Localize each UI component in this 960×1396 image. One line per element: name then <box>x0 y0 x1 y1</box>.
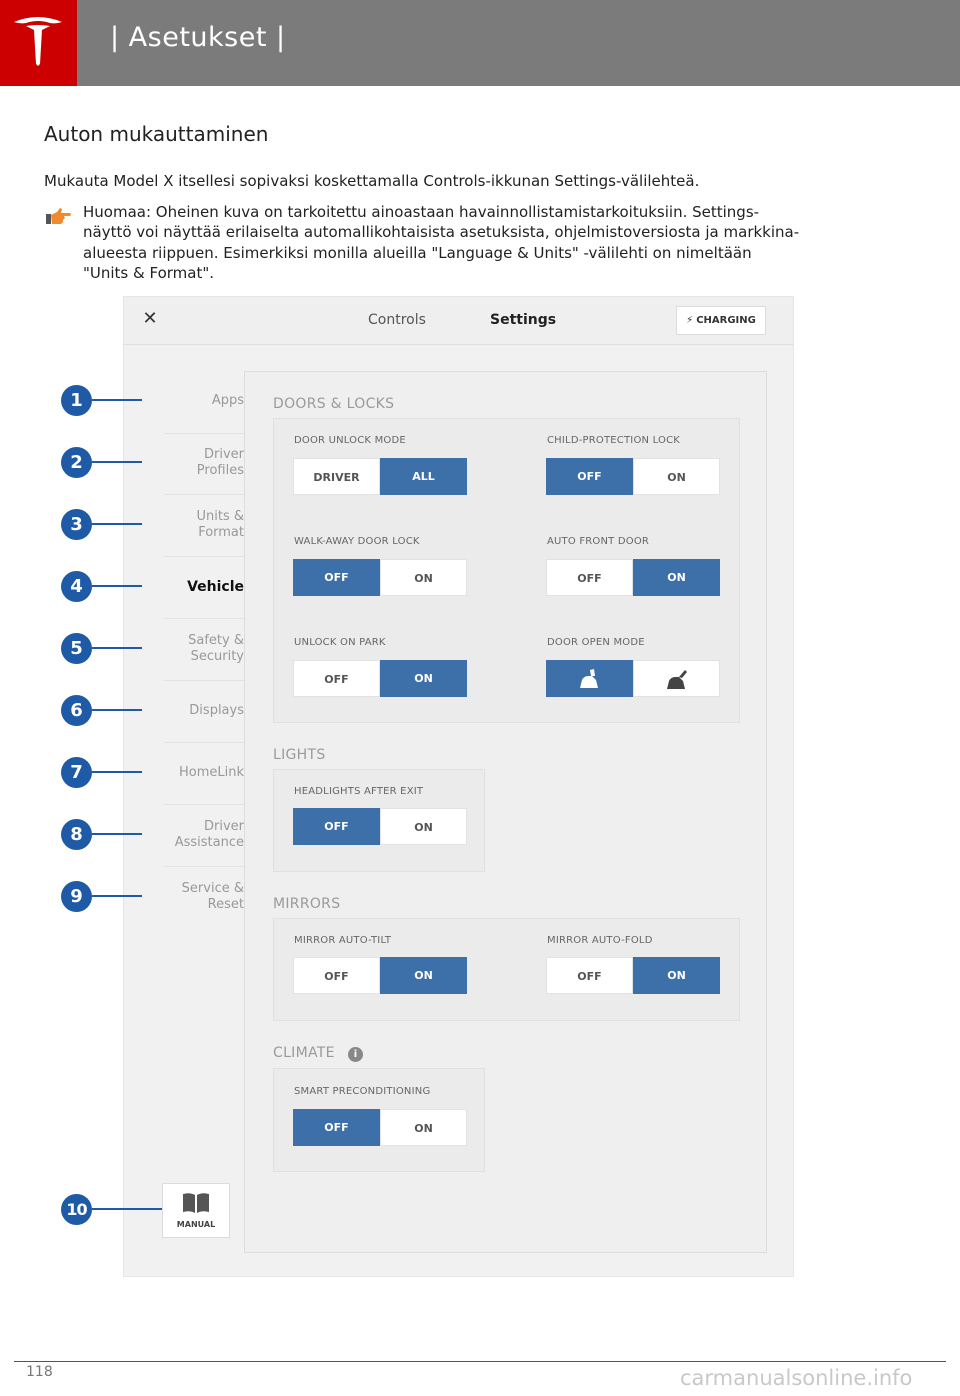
page-number: 118 <box>26 1364 53 1380</box>
callout-line <box>92 647 142 649</box>
callout-badge: 3 <box>61 509 92 540</box>
divider <box>164 680 244 681</box>
divider <box>164 433 244 434</box>
door-unlock-mode-toggle[interactable] <box>293 458 467 495</box>
sidebar-item-driver-profiles[interactable]: Driver Profiles <box>196 447 244 478</box>
headlights-after-exit-toggle[interactable] <box>293 808 467 845</box>
car-door-wing-icon <box>665 669 689 691</box>
doors-locks-box <box>273 418 740 723</box>
sidebar-item-homelink[interactable]: HomeLink <box>178 765 244 780</box>
mirrors-box <box>273 918 740 1021</box>
all-option[interactable]: ALL <box>380 458 467 495</box>
callout-line <box>92 399 142 401</box>
walk-away-lock-label: WALK-AWAY DOOR LOCK <box>294 536 420 547</box>
callout-badge: 1 <box>61 385 92 416</box>
note-line: Huomaa: Oheinen kuva on tarkoitettu ainoastaan havainnollistamistarkoituksiin. Settings- <box>83 203 760 221</box>
note-line: alueesta riippuen. Esimerkiksi monilla alueilla "Language & Units" -välilehti on nimeltään <box>83 244 752 262</box>
page-header-title: | Asetukset | <box>110 22 286 53</box>
climate-box <box>273 1068 485 1172</box>
child-lock-toggle[interactable] <box>546 458 720 495</box>
on-option[interactable]: ON <box>380 559 467 596</box>
mirror-auto-fold-label: MIRROR AUTO-FOLD <box>547 935 653 946</box>
bolt-icon: ⚡ <box>686 315 694 326</box>
divider <box>164 804 244 805</box>
unlock-on-park-toggle[interactable] <box>293 660 467 697</box>
driver-option[interactable]: DRIVER <box>293 458 380 495</box>
off-option[interactable]: OFF <box>293 660 380 697</box>
mirror-auto-tilt-toggle[interactable] <box>293 957 467 994</box>
sidebar-item-driver-assistance[interactable]: Driver Assistance <box>174 819 244 850</box>
pointing-hand-icon <box>44 206 72 228</box>
divider <box>164 556 244 557</box>
sidebar-item-safety-security[interactable]: Safety & Security <box>188 633 244 664</box>
walk-away-lock-toggle[interactable] <box>293 559 467 596</box>
group-title-climate: CLIMATE <box>273 1045 335 1061</box>
manual-label: MANUAL <box>176 1220 216 1229</box>
info-icon[interactable]: i <box>348 1047 363 1062</box>
door-unlock-mode-label: DOOR UNLOCK MODE <box>294 435 406 446</box>
off-option[interactable]: OFF <box>546 559 633 596</box>
group-title-doors-locks: DOORS & LOCKS <box>273 396 395 412</box>
sidebar-item-apps[interactable]: Apps <box>211 393 244 408</box>
callout-line <box>92 709 142 711</box>
lights-box <box>273 769 485 872</box>
divider <box>164 866 244 867</box>
off-option[interactable]: OFF <box>293 957 380 994</box>
mirror-auto-tilt-label: MIRROR AUTO-TILT <box>294 935 392 946</box>
tesla-t-icon <box>0 0 77 86</box>
watermark: carmanualsonline.info <box>680 1366 913 1390</box>
on-option[interactable]: ON <box>633 559 720 596</box>
off-option[interactable]: OFF <box>546 957 633 994</box>
door-open-mode-label: DOOR OPEN MODE <box>547 637 645 648</box>
group-title-lights: LIGHTS <box>273 747 326 763</box>
divider <box>164 742 244 743</box>
book-icon <box>181 1192 211 1214</box>
tab-settings[interactable]: Settings <box>490 312 557 328</box>
on-option[interactable]: ON <box>380 957 467 994</box>
door-open-option-a[interactable] <box>546 660 633 697</box>
callout-badge: 9 <box>61 881 92 912</box>
group-title-mirrors: MIRRORS <box>273 896 341 912</box>
smart-preconditioning-label: SMART PRECONDITIONING <box>294 1086 431 1097</box>
charging-label: CHARGING <box>696 315 756 326</box>
auto-front-door-label: AUTO FRONT DOOR <box>547 536 650 547</box>
close-icon[interactable]: ✕ <box>142 308 158 329</box>
intro-text: Mukauta Model X itsellesi sopivaksi koskettamalla Controls-ikkunan Settings-välilehteä. <box>44 172 700 190</box>
note-line: näyttö voi näyttää erilaiselta automallikohtaisista asetuksista, ohjelmistoversiosta ja markkina- <box>83 223 800 241</box>
footer-rule <box>14 1361 946 1362</box>
off-option[interactable]: OFF <box>293 808 380 845</box>
sidebar-item-service-reset[interactable]: Service & Reset <box>181 881 244 912</box>
tesla-logo <box>0 0 77 86</box>
callout-badge: 10 <box>61 1194 92 1225</box>
smart-preconditioning-toggle[interactable] <box>293 1109 467 1146</box>
child-lock-label: CHILD-PROTECTION LOCK <box>547 435 681 446</box>
callout-line <box>92 771 142 773</box>
callout-badge: 2 <box>61 447 92 478</box>
on-option[interactable]: ON <box>633 458 720 495</box>
on-option[interactable]: ON <box>380 1109 467 1146</box>
callout-line <box>92 833 142 835</box>
divider <box>164 494 244 495</box>
on-option[interactable]: ON <box>380 808 467 845</box>
callout-badge: 7 <box>61 757 92 788</box>
off-option[interactable]: OFF <box>293 1109 380 1146</box>
callout-badge: 5 <box>61 633 92 664</box>
callout-line <box>92 461 142 463</box>
callout-badge: 4 <box>61 571 92 602</box>
sidebar-item-vehicle[interactable]: Vehicle <box>187 579 244 595</box>
door-open-option-b[interactable] <box>633 660 720 697</box>
callout-badge: 8 <box>61 819 92 850</box>
callout-line <box>92 585 142 587</box>
car-door-open-icon <box>578 668 602 690</box>
manual-button[interactable] <box>162 1183 230 1238</box>
callout-badge: 6 <box>61 695 92 726</box>
off-option[interactable]: OFF <box>293 559 380 596</box>
door-open-mode-toggle[interactable] <box>546 660 720 697</box>
settings-panel <box>244 371 767 1253</box>
callout-line <box>92 895 142 897</box>
unlock-on-park-label: UNLOCK ON PARK <box>294 637 386 648</box>
sidebar-item-units-format[interactable]: Units & Format <box>196 509 244 540</box>
charging-button[interactable] <box>676 306 766 335</box>
tab-controls[interactable]: Controls <box>368 312 426 328</box>
settings-screenshot <box>123 296 794 1277</box>
screen-top-bar <box>124 297 793 345</box>
mirror-auto-fold-toggle[interactable] <box>546 957 720 994</box>
on-option[interactable]: ON <box>633 957 720 994</box>
note-line: "Units & Format". <box>83 264 215 282</box>
on-option[interactable]: ON <box>380 660 467 697</box>
off-option[interactable]: OFF <box>546 458 633 495</box>
divider <box>164 618 244 619</box>
section-title: Auton mukauttaminen <box>44 122 269 146</box>
auto-front-door-toggle[interactable] <box>546 559 720 596</box>
callout-line <box>92 1208 162 1210</box>
callout-line <box>92 523 142 525</box>
sidebar-item-displays[interactable]: Displays <box>189 703 244 718</box>
headlights-after-exit-label: HEADLIGHTS AFTER EXIT <box>294 786 424 797</box>
